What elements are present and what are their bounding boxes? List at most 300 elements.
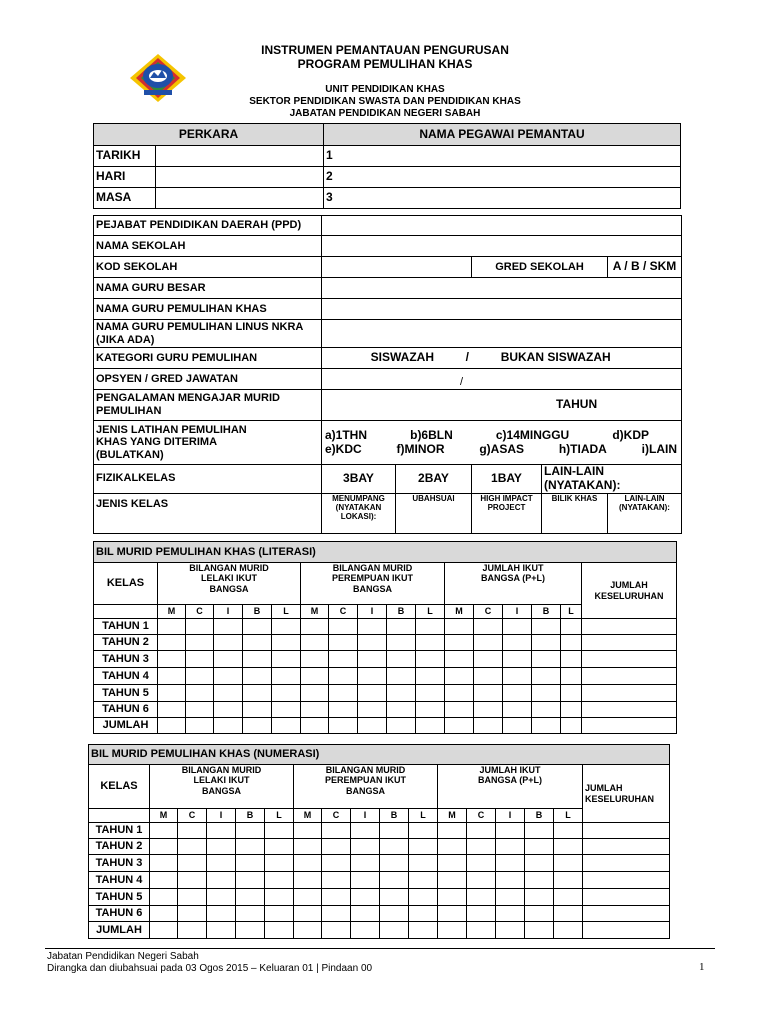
literasi-count-cell[interactable] [272,685,301,702]
literasi-count-cell[interactable] [503,668,532,685]
literasi-lelaki-code-c: C [186,605,214,619]
pegawai-2-field[interactable]: 2 [324,167,681,188]
literasi-count-cell[interactable] [387,685,416,702]
literasi-count-cell[interactable] [503,702,532,718]
literasi-count-cell[interactable] [158,635,186,651]
numerasi-count-cell[interactable] [150,889,178,906]
numerasi-count-cell[interactable] [438,839,467,855]
literasi-count-cell[interactable] [582,702,677,718]
numerasi-count-cell[interactable] [496,855,525,872]
literasi-row-label: JUMLAH [94,718,158,734]
literasi-count-cell[interactable] [186,685,214,702]
jpn-sabah-logo [128,52,188,104]
literasi-count-cell[interactable] [561,685,582,702]
literasi-count-cell[interactable] [532,619,561,635]
jenis-high-impact[interactable]: HIGH IMPACT PROJECT [472,493,542,533]
literasi-count-cell[interactable] [301,668,329,685]
literasi-count-cell[interactable] [474,702,503,718]
literasi-count-cell[interactable] [561,668,582,685]
table-row [89,872,670,889]
jenis-bilik-khas[interactable]: BILIK KHAS [542,493,608,533]
numerasi-count-cell[interactable] [380,906,409,922]
literasi-count-cell[interactable] [301,651,329,668]
literasi-count-cell[interactable] [503,619,532,635]
numerasi-count-cell[interactable] [583,855,670,872]
numerasi-count-cell[interactable] [351,889,380,906]
numerasi-count-cell[interactable] [150,839,178,855]
numerasi-count-cell[interactable] [554,906,583,922]
fizikal-3bay[interactable]: 3BAY [322,465,396,494]
literasi-count-cell[interactable] [186,619,214,635]
literasi-row-label: TAHUN 2 [94,635,158,651]
numerasi-count-cell[interactable] [351,855,380,872]
literasi-count-cell[interactable] [474,651,503,668]
numerasi-jumlah-code-i: I [496,809,525,823]
fizikal-2bay[interactable]: 2BAY [396,465,472,494]
numerasi-count-cell[interactable] [265,906,294,922]
numerasi-count-cell[interactable] [409,855,438,872]
numerasi-count-cell[interactable] [178,855,207,872]
literasi-count-cell[interactable] [301,619,329,635]
literasi-count-cell[interactable] [561,651,582,668]
latihan-opt-d[interactable]: d)KDP [612,427,649,442]
literasi-count-cell[interactable] [445,651,474,668]
literasi-count-cell[interactable] [214,635,243,651]
numerasi-count-cell[interactable] [496,906,525,922]
literasi-count-cell[interactable] [329,702,358,718]
literasi-count-cell[interactable] [445,685,474,702]
numerasi-count-cell[interactable] [265,823,294,839]
numerasi-count-cell[interactable] [409,906,438,922]
guru-besar-field[interactable] [322,278,682,299]
latihan-opt-f[interactable]: f)MINOR [396,441,445,456]
literasi-count-cell[interactable] [387,702,416,718]
literasi-count-cell[interactable] [243,668,272,685]
guru-linus-label: NAMA GURU PEMULIHAN LINUS NKRA (JIKA ADA) [94,320,322,348]
numerasi-count-cell[interactable] [150,855,178,872]
literasi-count-cell[interactable] [272,619,301,635]
literasi-title: BIL MURID PEMULIHAN KHAS (LITERASI) [94,542,677,563]
numerasi-count-cell[interactable] [322,922,351,939]
numerasi-count-cell[interactable] [322,906,351,922]
literasi-count-cell[interactable] [243,718,272,734]
numerasi-count-cell[interactable] [150,906,178,922]
literasi-count-cell[interactable] [561,635,582,651]
numerasi-count-cell[interactable] [583,906,670,922]
literasi-count-cell[interactable] [329,718,358,734]
numerasi-count-cell[interactable] [380,872,409,889]
numerasi-count-cell[interactable] [150,823,178,839]
literasi-count-cell[interactable] [561,702,582,718]
literasi-count-cell[interactable] [214,619,243,635]
literasi-count-cell[interactable] [416,651,445,668]
literasi-jumlah-code-b: B [532,605,561,619]
numerasi-count-cell[interactable] [583,889,670,906]
literasi-count-cell[interactable] [561,619,582,635]
opsyen-field[interactable] [322,369,682,390]
gred-sekolah-options[interactable]: A / B / SKM [608,257,682,278]
literasi-count-cell[interactable] [272,702,301,718]
table-row [94,718,677,734]
numerasi-count-cell[interactable] [322,823,351,839]
literasi-count-cell[interactable] [329,685,358,702]
numerasi-count-cell[interactable] [554,839,583,855]
kategori-options[interactable] [322,348,682,369]
numerasi-count-cell[interactable] [265,922,294,939]
numerasi-count-cell[interactable] [438,889,467,906]
literasi-count-cell[interactable] [329,619,358,635]
literasi-count-cell[interactable] [272,651,301,668]
literasi-count-cell[interactable] [158,702,186,718]
latihan-opt-b[interactable]: b)6BLN [410,427,453,442]
numerasi-count-cell[interactable] [583,823,670,839]
jenis-menumpang[interactable]: MENUMPANG (NYATAKAN LOKASI): [322,493,396,533]
jenis-lain[interactable]: LAIN-LAIN (NYATAKAN): [608,493,682,533]
numerasi-count-cell[interactable] [525,855,554,872]
numerasi-count-cell[interactable] [467,872,496,889]
numerasi-count-cell[interactable] [525,839,554,855]
literasi-count-cell[interactable] [532,685,561,702]
numerasi-count-cell[interactable] [351,906,380,922]
literasi-count-cell[interactable] [329,668,358,685]
numerasi-count-cell[interactable] [380,839,409,855]
literasi-count-cell[interactable] [445,619,474,635]
literasi-count-cell[interactable] [474,635,503,651]
numerasi-count-cell[interactable] [380,855,409,872]
numerasi-count-cell[interactable] [178,839,207,855]
literasi-count-cell[interactable] [445,635,474,651]
hari-field[interactable] [156,167,324,188]
numerasi-count-cell[interactable] [236,839,265,855]
literasi-count-cell[interactable] [532,651,561,668]
numerasi-count-cell[interactable] [438,906,467,922]
numerasi-count-cell[interactable] [583,839,670,855]
numerasi-count-cell[interactable] [236,872,265,889]
numerasi-jumlah-ikut-header: JUMLAH IKUT BANGSA (P+L) [438,765,583,809]
numerasi-count-cell[interactable] [294,823,322,839]
pegawai-3-field[interactable]: 3 [324,188,681,209]
literasi-count-cell[interactable] [214,685,243,702]
numerasi-count-cell[interactable] [236,855,265,872]
literasi-perempuan-code-i: I [358,605,387,619]
numerasi-count-cell[interactable] [207,839,236,855]
literasi-count-cell[interactable] [582,651,677,668]
literasi-count-cell[interactable] [474,619,503,635]
literasi-count-cell[interactable] [358,685,387,702]
latihan-opt-i[interactable]: i)LAIN [641,441,677,456]
numerasi-count-cell[interactable] [409,922,438,939]
literasi-count-cell[interactable] [445,718,474,734]
literasi-count-cell[interactable] [416,718,445,734]
literasi-count-cell[interactable] [503,685,532,702]
numerasi-lelaki-code-i: I [207,809,236,823]
numerasi-count-cell[interactable] [467,823,496,839]
numerasi-count-cell[interactable] [467,889,496,906]
literasi-kelas-header: KELAS [94,563,158,605]
numerasi-count-cell[interactable] [554,872,583,889]
literasi-count-cell[interactable] [158,685,186,702]
numerasi-count-cell[interactable] [438,872,467,889]
numerasi-count-cell[interactable] [496,872,525,889]
literasi-count-cell[interactable] [416,702,445,718]
literasi-count-cell[interactable] [329,635,358,651]
literasi-count-cell[interactable] [474,718,503,734]
literasi-count-cell[interactable] [358,718,387,734]
page-number: 1 [699,961,705,973]
numerasi-count-cell[interactable] [525,823,554,839]
literasi-count-cell[interactable] [329,651,358,668]
literasi-count-cell[interactable] [158,718,186,734]
literasi-count-cell[interactable] [358,668,387,685]
jenis-kelas-label: JENIS KELAS [94,493,322,533]
guru-pemulihan-field[interactable] [322,299,682,320]
literasi-count-cell[interactable] [301,718,329,734]
fizikal-1bay[interactable]: 1BAY [472,465,542,494]
literasi-count-cell[interactable] [358,651,387,668]
literasi-count-cell[interactable] [387,668,416,685]
literasi-count-cell[interactable] [214,718,243,734]
numerasi-count-cell[interactable] [525,922,554,939]
literasi-count-cell[interactable] [272,668,301,685]
literasi-count-cell[interactable] [561,718,582,734]
tarikh-label: TARIKH [94,146,156,167]
literasi-row-label: TAHUN 5 [94,685,158,702]
literasi-count-cell[interactable] [214,702,243,718]
literasi-count-cell[interactable] [387,651,416,668]
literasi-count-cell[interactable] [186,635,214,651]
doc-title-1: INSTRUMEN PEMANTAUAN PENGURUSAN [261,43,509,57]
literasi-count-cell[interactable] [503,635,532,651]
numerasi-count-cell[interactable] [265,839,294,855]
numerasi-count-cell[interactable] [207,889,236,906]
jenis-ubahsuai[interactable]: UBAHSUAI [396,493,472,533]
numerasi-count-cell[interactable] [409,889,438,906]
literasi-count-cell[interactable] [532,718,561,734]
numerasi-count-cell[interactable] [322,889,351,906]
table-row [94,619,677,635]
literasi-count-cell[interactable] [532,702,561,718]
numerasi-count-cell[interactable] [294,872,322,889]
bukan-siswazah-option[interactable]: BUKAN SISWAZAH [500,350,611,365]
doc-subtitle-3: JABATAN PENDIDIKAN NEGERI SABAH [289,108,481,119]
numerasi-count-cell[interactable] [496,922,525,939]
gred-sekolah-label: GRED SEKOLAH [472,257,608,278]
guru-linus-field[interactable] [322,320,682,348]
numerasi-count-cell[interactable] [294,889,322,906]
siswazah-option[interactable]: SISWAZAH [370,350,434,365]
literasi-count-cell[interactable] [358,635,387,651]
literasi-count-cell[interactable] [503,718,532,734]
literasi-count-cell[interactable] [301,635,329,651]
literasi-count-cell[interactable] [474,685,503,702]
literasi-count-cell[interactable] [582,635,677,651]
literasi-count-cell[interactable] [301,685,329,702]
numerasi-count-cell[interactable] [178,922,207,939]
numerasi-count-cell[interactable] [380,823,409,839]
numerasi-count-cell[interactable] [322,872,351,889]
kod-sekolah-field[interactable] [322,257,472,278]
literasi-count-cell[interactable] [186,651,214,668]
numerasi-count-cell[interactable] [380,889,409,906]
numerasi-count-cell[interactable] [467,839,496,855]
numerasi-lelaki-code-c: C [178,809,207,823]
literasi-count-cell[interactable] [243,685,272,702]
literasi-count-cell[interactable] [532,635,561,651]
ppd-field[interactable] [322,216,682,236]
literasi-perempuan-code-l: L [416,605,445,619]
numerasi-count-cell[interactable] [294,855,322,872]
numerasi-count-cell[interactable] [294,839,322,855]
literasi-count-cell[interactable] [358,619,387,635]
numerasi-count-cell[interactable] [525,906,554,922]
numerasi-count-cell[interactable] [467,906,496,922]
latihan-opt-h[interactable]: h)TIADA [558,441,607,456]
literasi-count-cell[interactable] [387,619,416,635]
latihan-opt-a[interactable]: a)1THN [325,427,368,442]
numerasi-count-cell[interactable] [409,872,438,889]
numerasi-count-cell[interactable] [150,922,178,939]
numerasi-count-cell[interactable] [207,906,236,922]
tahun-unit: TAHUN [556,397,598,412]
monitoring-info-table [93,123,681,209]
literasi-count-cell[interactable] [214,668,243,685]
tarikh-field[interactable] [156,146,324,167]
literasi-count-cell[interactable] [214,651,243,668]
numerasi-count-cell[interactable] [525,872,554,889]
numerasi-count-cell[interactable] [236,823,265,839]
numerasi-count-cell[interactable] [236,889,265,906]
literasi-count-cell[interactable] [158,651,186,668]
literasi-count-cell[interactable] [272,718,301,734]
numerasi-count-cell[interactable] [438,855,467,872]
numerasi-count-cell[interactable] [438,823,467,839]
numerasi-count-cell[interactable] [294,922,322,939]
fizikal-lain[interactable]: LAIN-LAIN (NYATAKAN): [542,465,682,494]
pengalaman-field[interactable] [322,390,682,421]
nama-sekolah-field[interactable] [322,236,682,257]
opsyen-label: OPSYEN / GRED JAWATAN [94,369,322,390]
pengalaman-label: PENGALAMAN MENGAJAR MURID PEMULIHAN [94,390,322,421]
numerasi-jumlah-code-l: L [554,809,583,823]
literasi-table [93,541,677,734]
numerasi-count-cell[interactable] [496,823,525,839]
literasi-count-cell[interactable] [186,668,214,685]
literasi-count-cell[interactable] [186,702,214,718]
numerasi-count-cell[interactable] [322,855,351,872]
literasi-count-cell[interactable] [243,635,272,651]
literasi-count-cell[interactable] [474,668,503,685]
literasi-count-cell[interactable] [387,635,416,651]
literasi-count-cell[interactable] [416,635,445,651]
numerasi-count-cell[interactable] [380,922,409,939]
literasi-count-cell[interactable] [416,619,445,635]
numerasi-count-cell[interactable] [351,823,380,839]
literasi-jumlah-code-c: C [474,605,503,619]
numerasi-count-cell[interactable] [150,872,178,889]
literasi-count-cell[interactable] [387,718,416,734]
literasi-count-cell[interactable] [158,619,186,635]
literasi-count-cell[interactable] [582,718,677,734]
numerasi-count-cell[interactable] [265,855,294,872]
numerasi-count-cell[interactable] [178,889,207,906]
literasi-count-cell[interactable] [503,651,532,668]
numerasi-count-cell[interactable] [438,922,467,939]
latihan-opt-e[interactable]: e)KDC [325,441,362,456]
numerasi-count-cell[interactable] [236,906,265,922]
literasi-count-cell[interactable] [358,702,387,718]
numerasi-count-cell[interactable] [525,889,554,906]
numerasi-count-cell[interactable] [178,823,207,839]
numerasi-count-cell[interactable] [554,922,583,939]
literasi-count-cell[interactable] [243,619,272,635]
latihan-options[interactable] [322,421,682,465]
literasi-count-cell[interactable] [416,668,445,685]
numerasi-count-cell[interactable] [294,906,322,922]
literasi-count-cell[interactable] [582,619,677,635]
numerasi-count-cell[interactable] [178,872,207,889]
literasi-count-cell[interactable] [158,668,186,685]
masa-field[interactable] [156,188,324,209]
kod-sekolah-label: KOD SEKOLAH [94,257,322,278]
numerasi-row-label: TAHUN 2 [89,839,150,855]
numerasi-count-cell[interactable] [496,839,525,855]
numerasi-count-cell[interactable] [583,922,670,939]
literasi-count-cell[interactable] [445,668,474,685]
numerasi-count-cell[interactable] [322,839,351,855]
latihan-opt-c[interactable]: c)14MINGGU [495,427,570,442]
numerasi-count-cell[interactable] [265,872,294,889]
numerasi-count-cell[interactable] [207,922,236,939]
numerasi-count-cell[interactable] [207,872,236,889]
literasi-count-cell[interactable] [272,635,301,651]
latihan-opt-g[interactable]: g)ASAS [479,441,524,456]
literasi-count-cell[interactable] [186,718,214,734]
numerasi-count-cell[interactable] [554,889,583,906]
numerasi-count-cell[interactable] [467,855,496,872]
numerasi-kelas-blank [89,809,150,823]
literasi-count-cell[interactable] [243,702,272,718]
literasi-count-cell[interactable] [445,702,474,718]
numerasi-count-cell[interactable] [236,922,265,939]
numerasi-count-cell[interactable] [554,823,583,839]
numerasi-count-cell[interactable] [207,855,236,872]
numerasi-count-cell[interactable] [351,839,380,855]
literasi-count-cell[interactable] [243,651,272,668]
numerasi-count-cell[interactable] [467,922,496,939]
literasi-count-cell[interactable] [532,668,561,685]
literasi-count-cell[interactable] [582,668,677,685]
numerasi-count-cell[interactable] [178,906,207,922]
literasi-perempuan-code-m: M [301,605,329,619]
literasi-count-cell[interactable] [301,702,329,718]
numerasi-count-cell[interactable] [351,872,380,889]
school-info-table [93,215,682,534]
numerasi-row-label: TAHUN 6 [89,906,150,922]
literasi-count-cell[interactable] [582,685,677,702]
literasi-count-cell[interactable] [416,685,445,702]
pegawai-1-field[interactable]: 1 [324,146,681,167]
numerasi-count-cell[interactable] [265,889,294,906]
numerasi-count-cell[interactable] [583,872,670,889]
numerasi-count-cell[interactable] [409,839,438,855]
numerasi-count-cell[interactable] [207,823,236,839]
numerasi-count-cell[interactable] [496,889,525,906]
numerasi-perempuan-header: BILANGAN MURID PEREMPUAN IKUT BANGSA [294,765,438,809]
numerasi-jumlah-keseluruhan-header: JUMLAH KESELURUHAN [583,765,670,823]
numerasi-count-cell[interactable] [554,855,583,872]
numerasi-count-cell[interactable] [351,922,380,939]
numerasi-count-cell[interactable] [409,823,438,839]
